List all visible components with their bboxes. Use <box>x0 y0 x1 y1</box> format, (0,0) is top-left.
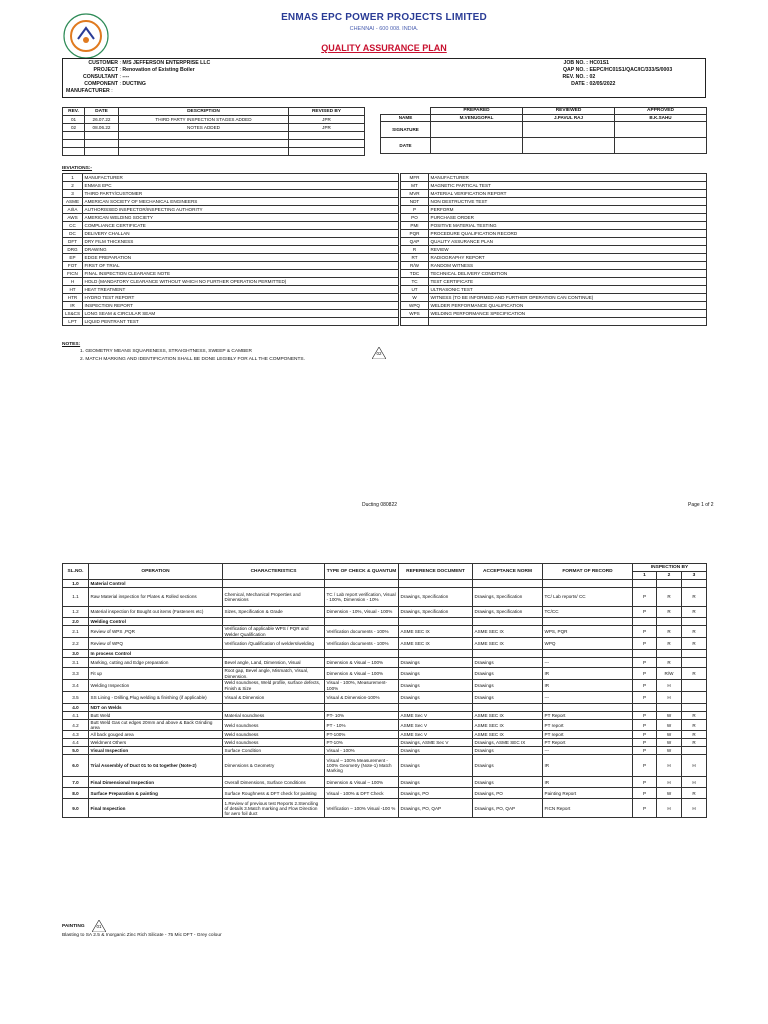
abbreviation-meaning: FIRST OF TRIAL <box>83 262 399 270</box>
abbreviation-meaning: TECHNICAL DELIVERY CONDITION <box>429 270 707 278</box>
abbreviation-meaning: ULTRASONIC TEST <box>429 286 707 294</box>
painting-spec: Blasting to SA 2.5 & Inorganic Zinc Rich Silicate - 75 Mic DFT - Grey colour <box>62 933 222 938</box>
abbreviation-meaning: DRY FILM THICKNESS <box>83 238 399 246</box>
qap-table <box>62 563 707 818</box>
name-row-label: NAME <box>381 115 431 122</box>
abbreviation-meaning: POSITIVE MATERIAL TESTING <box>429 222 707 230</box>
revision-marker-triangle: 02 <box>372 346 386 358</box>
abbreviation-meaning: AMERICAN SOCIETY OF MECHANICAL ENGINEERS <box>83 198 399 206</box>
abbreviation-code: WPS <box>401 310 429 318</box>
abbreviation-meaning: FINAL INSPECTION CLEARANCE NOTE <box>83 270 399 278</box>
abbreviation-code: H <box>63 278 83 286</box>
abbreviation-meaning: QUALITY ASSURANCE PLAN <box>429 238 707 246</box>
consultant-row: CONSULTANT : ---- <box>83 74 130 80</box>
section-row: 1.0 Material Control <box>63 580 707 588</box>
project-row: PROJECT : Renovation of Existing Boiler <box>93 67 195 73</box>
abbreviation-row <box>401 238 707 246</box>
abbreviation-code: R/W <box>401 262 429 270</box>
abbreviation-code: CC <box>63 222 83 230</box>
abbreviation-meaning: PROCEDURE QUALIFICATION RECORD <box>429 230 707 238</box>
abbreviation-row <box>401 174 707 182</box>
painting-revision-marker: 01 <box>92 919 106 931</box>
abbreviation-meaning: LONG SEAM & CIRCULAR SEAM <box>83 310 399 318</box>
abbreviation-meaning: EDGE PREPARATION <box>83 254 399 262</box>
abbreviations-right-table <box>400 173 707 326</box>
abbreviation-row <box>63 270 399 278</box>
job-no-row: JOB NO. : HC01S1 <box>563 60 610 66</box>
abbreviation-code: LPT <box>63 318 83 326</box>
abbreviation-row <box>401 302 707 310</box>
table-row: 8.0 Surface Preparation & painting Surface Roughness & DFT check for painting Visual - 100% & DFT Check Drawings, PO Drawings, PO Painting Report P W R <box>63 788 707 799</box>
abbreviation-code: 3 <box>63 190 83 198</box>
abbreviation-meaning: PERFORM <box>429 206 707 214</box>
characteristics-header: CHARACTERISTICS <box>223 564 325 580</box>
abbreviation-row <box>401 278 707 286</box>
abbreviation-meaning: DELIVERY CHALLAN <box>83 230 399 238</box>
abbreviation-meaning: COMPLIANCE CERTIFICATE <box>83 222 399 230</box>
table-row: 2.2 Review of WPQ Verification /Qualification of welders/welding Verification documents - 100% ASME SEC IX ASME SEC IX WPQ P R R <box>63 638 707 650</box>
abbreviation-row <box>63 222 399 230</box>
abbreviation-meaning: THIRD PARTY/CUSTOMER <box>83 190 399 198</box>
rev-no-row: REV. NO. : 02 <box>562 74 596 80</box>
abbreviation-row <box>401 206 707 214</box>
abbreviation-code: IR <box>63 302 83 310</box>
signature-table <box>380 107 707 154</box>
company-city: CHENNAI - 600 008. INDIA. <box>349 26 419 32</box>
abbreviation-meaning: MATERIAL VERIFICATION REPORT <box>429 190 707 198</box>
abbreviation-row <box>63 310 399 318</box>
abbreviation-row <box>63 278 399 286</box>
abbreviation-code: PO <box>401 214 429 222</box>
reference-document-header: REFERENCE DOCUMENT <box>399 564 473 580</box>
abbreviation-meaning: MANUFACTURER <box>83 174 399 182</box>
abbreviation-code: R <box>401 246 429 254</box>
reviewed-header: REVIEWED <box>523 108 615 115</box>
notes-title: NOTES: <box>62 342 81 347</box>
abbreviations-title: IEVIATIONS:- <box>62 166 93 171</box>
table-row: 1.1 Raw Material inspection for Plates & Rolled sections Chemical, Mechanical Properties and Dimensions TC / Lab report verification, Visual - 100%, Dimension - 10% Drawings, Specification Drawings, Specification TC/ Lab reports/ CC P R R <box>63 588 707 607</box>
table-row: 01 26.07.22 THIRD PARTY INSPECTION STAGES ADDED JPR <box>63 116 365 124</box>
approved-header: APPROVED <box>615 108 707 115</box>
painting-label: PAINTING <box>62 924 85 929</box>
abbreviation-row <box>63 286 399 294</box>
abbreviation-code: DFT <box>63 238 83 246</box>
table-row: 3.5 SS Lining - Drilling,Plug welding & finishing (if applicable) Visual & Dimension Visual & Dimension-100% Drawings Drawings --- P H <box>63 692 707 704</box>
revised-by-col-header: REVISED BY <box>289 108 365 116</box>
abbreviation-meaning: WELDER PERFORMANCE QUALIFICATION <box>429 302 707 310</box>
abbreviation-code: LS&CS <box>63 310 83 318</box>
abbreviation-code: 2 <box>63 182 83 190</box>
abbreviation-code: DC <box>63 230 83 238</box>
abbreviation-meaning: RADIOGRAPHY REPORT <box>429 254 707 262</box>
abbreviation-code: RT <box>401 254 429 262</box>
component-row: COMPONENT : DUCTING <box>84 81 146 87</box>
manufacturer-row: MANUFACTURER : <box>66 88 113 94</box>
abbreviation-code: EP <box>63 254 83 262</box>
abbreviation-row <box>63 302 399 310</box>
abbreviation-code: MT <box>401 182 429 190</box>
abbreviation-row <box>63 174 399 182</box>
abbreviation-meaning: WELDING PERFORMANCE SPECIFICATION <box>429 310 707 318</box>
abbreviation-meaning: HOLD (MANDATORY CLEARANCE WITHOUT WHICH NO FURTHER OPERATION PERMITTED) <box>83 278 399 286</box>
abbreviation-code: UT <box>401 286 429 294</box>
abbreviation-row <box>63 214 399 222</box>
table-row: 3.4 Welding Inspection Weld soundness, Weld profile, surface defects, Finish & Size Visual - 100%, Measurement-100% Drawings Drawings IR P H <box>63 680 707 692</box>
abbreviation-row <box>401 222 707 230</box>
abbreviation-code: MVR <box>401 190 429 198</box>
abbreviation-code: AWS <box>63 214 83 222</box>
abbreviation-row <box>401 294 707 302</box>
abbreviation-meaning: AMERICAN WELDING SOCIETY <box>83 214 399 222</box>
qap-no-row: QAP NO. : EEPC/HC01S1/QAC/IC/333/S/0003 <box>563 67 673 73</box>
note-1: 1. GEOMETRY MEANS SQUARENESS, STRAIGHTNESS, SWEEP & CAMBER <box>80 349 252 354</box>
section-row: 3.0 In process Control <box>63 650 707 658</box>
type-of-check-header: TYPE OF CHECK & QUANTUM <box>325 564 399 580</box>
abbreviation-row <box>401 230 707 238</box>
table-row: 4.1 Butt Weld Material soundness PT- 10% ASME Sec V ASME SEC IX PT Report P W R <box>63 712 707 720</box>
table-row: 7.0 Final Dimensional Inspection Overall Dimensions, Surface Conditions Dimension & Visual – 100% Drawings Drawings IR P H H <box>63 777 707 788</box>
reviewed-name: J.PAVUL RAJ <box>523 115 615 122</box>
operation-header: OPERATION <box>89 564 223 580</box>
table-row: 1.2 Material inspection for Bought out items (Fasteners etc) Sizes, Specification & Grade Dimension - 10%, Visual - 100% Drawings, Specification Drawings, Specification TC/CC P R R <box>63 607 707 618</box>
abbreviation-row <box>63 182 399 190</box>
inspection-col-2: 2 <box>657 572 682 580</box>
abbreviation-row <box>63 246 399 254</box>
prepared-header: PREPARED <box>431 108 523 115</box>
description-col-header: DESCRIPTION <box>119 108 289 116</box>
revision-table <box>62 107 365 156</box>
abbreviation-meaning: HYDRO TEST REPORT <box>83 294 399 302</box>
abbreviation-row <box>401 286 707 294</box>
table-row: 3.1 Marking, cutting and Edge preparation Bevel angle, Land, Dimension, Visual Dimension & Visual – 100% Drawings Drawings --- P R <box>63 658 707 668</box>
abbreviation-row <box>401 318 707 326</box>
approved-name: B.K.SAHU <box>615 115 707 122</box>
abbreviation-row <box>401 270 707 278</box>
section-row: 2.0 Welding Control <box>63 618 707 626</box>
rev-col-header: REV. <box>63 108 85 116</box>
abbreviation-code: AI/IA <box>63 206 83 214</box>
abbreviation-row <box>63 294 399 302</box>
table-row: 02 08.06.22 NOTES ADDED JPR <box>63 124 365 132</box>
abbreviation-code: ASME <box>63 198 83 206</box>
abbreviation-row <box>63 262 399 270</box>
abbreviation-meaning: WITNESS (TO BE INFORMED AND FURTHER OPERATION CAN CONTINUE) <box>429 294 707 302</box>
abbreviation-meaning: PURCHASE ORDER <box>429 214 707 222</box>
table-row: 3.3 Fit up Root gap, Bevel angle, Mismatch, Visual, Dimension. Dimension & Visual – 100% Drawings Drawings IR P R/W R <box>63 668 707 680</box>
abbreviation-meaning: LIQUID PENTRANT TEST <box>83 318 399 326</box>
abbreviation-meaning: MANUFACTURER <box>429 174 707 182</box>
abbreviation-row <box>401 262 707 270</box>
abbreviation-row <box>401 198 707 206</box>
abbreviation-row <box>63 230 399 238</box>
abbreviation-row <box>63 254 399 262</box>
footer-doc-ref: Ducting 080822 <box>362 502 398 508</box>
abbreviation-code: FOT <box>63 262 83 270</box>
abbreviation-row <box>401 246 707 254</box>
abbreviation-code: PQR <box>401 230 429 238</box>
signature-row-label: SIGNATURE <box>381 122 431 138</box>
table-row: 5.0 Visual Inspection Surface Condition Visual - 100% Drawings Drawings --- P W <box>63 747 707 755</box>
abbreviation-code <box>401 318 429 326</box>
abbreviation-code: MFR <box>401 174 429 182</box>
abbreviation-row <box>63 190 399 198</box>
abbreviation-code: TC <box>401 278 429 286</box>
table-row: 2.1 Review of WPS ,PQR Verification of applicable WPS / PQR and Welder Qualification Verification documents - 100% ASME SEC IX ASME SEC IX WPS, PQR P R R <box>63 626 707 638</box>
abbreviation-code: W <box>401 294 429 302</box>
abbreviation-code: PMI <box>401 222 429 230</box>
date-row: DATE : 02/05/2022 <box>571 81 616 87</box>
abbreviations-left-table <box>62 173 399 326</box>
table-row: 4.4 Weldment Others Weld soundness PT-10% Drawings, ASME Sec V Drawings, ASME SEC IX PT Report P W R <box>63 739 707 747</box>
abbreviation-meaning: INSPECTION REPORT <box>83 302 399 310</box>
format-of-record-header: FORMAT OF RECORD <box>543 564 633 580</box>
abbreviation-meaning: DRAWING <box>83 246 399 254</box>
abbreviation-row <box>401 254 707 262</box>
abbreviation-code: HT <box>63 286 83 294</box>
abbreviation-meaning: NON DESTRUCTIVE TEST <box>429 198 707 206</box>
company-name: ENMAS EPC POWER PROJECTS LIMITED <box>281 12 487 23</box>
abbreviation-code: QAP <box>401 238 429 246</box>
abbreviation-code: 1 <box>63 174 83 182</box>
abbreviation-code: FICN <box>63 270 83 278</box>
inspection-col-1: 1 <box>633 572 657 580</box>
prepared-name: M.VENUGOPAL <box>431 115 523 122</box>
abbreviation-row <box>401 310 707 318</box>
section-row: 4.0 NDT on Welds <box>63 704 707 712</box>
table-row: 6.0 Trial Assembly of Duct 01 to 04 together (Note-2) Dimensions & Geometry Visual – 100% Measurement - 100% Geometry (Note-1) Match Marking Drawings Drawings IR P H H <box>63 755 707 777</box>
abbreviation-row <box>63 238 399 246</box>
abbreviation-code: HTR <box>63 294 83 302</box>
abbreviation-row <box>401 182 707 190</box>
date-row-label: DATE <box>381 138 431 154</box>
abbreviation-code: TDC <box>401 270 429 278</box>
abbreviation-meaning: TEST CERTIFICATE <box>429 278 707 286</box>
abbreviation-meaning: AUTHORISSED INSPECTOR/INSPECTING AUTHORITY <box>83 206 399 214</box>
abbreviation-meaning: ENMAS EPC <box>83 182 399 190</box>
customer-row: CUSTOMER : M/S JEFFERSON ENTERPRISE LLC <box>88 60 211 66</box>
abbreviation-row <box>401 190 707 198</box>
abbreviation-code: WPQ <box>401 302 429 310</box>
document-title: QUALITY ASSURANCE PLAN <box>321 43 447 53</box>
abbreviation-row <box>63 206 399 214</box>
abbreviation-meaning: REVIEW <box>429 246 707 254</box>
abbreviation-code: P <box>401 206 429 214</box>
inspection-by-header: INSPECTION BY <box>633 564 707 572</box>
note-2: 2. MATCH MARKING AND IDENTIFICATION SHALL BE DONE LEGIBLY FOR ALL THE COMPONENTS. <box>80 357 305 362</box>
date-col-header: DATE <box>85 108 119 116</box>
abbreviation-meaning: HEAT TREATMENT <box>83 286 399 294</box>
abbreviation-meaning: MAGNETIC PARTICAL TEST <box>429 182 707 190</box>
abbreviation-meaning <box>429 318 707 326</box>
table-row: 4.3 All back gouged area Weld soundness PT-100% ASME Sec V ASME SEC IX PT report P W R <box>63 731 707 739</box>
abbreviation-meaning: RANDOM WITNESS <box>429 262 707 270</box>
footer-page: Page 1 of 2 <box>688 502 714 508</box>
inspection-col-3: 3 <box>682 572 707 580</box>
table-row: 9.0 Final Inspection 1.Review of previous test Reports 2.Stenciling of details 3.Match marking and Flow Direction for aero foil duct Verification – 100% Visual -100 % Drawings, PO, QAP Drawings, PO, QAP FICN Report P H H <box>63 799 707 818</box>
abbreviation-row <box>63 198 399 206</box>
abbreviation-row <box>63 318 399 326</box>
abbreviation-code: NDT <box>401 198 429 206</box>
abbreviation-row <box>401 214 707 222</box>
abbreviation-code: DRG <box>63 246 83 254</box>
slno-header: SL.NO. <box>63 564 89 580</box>
acceptance-norm-header: ACCEPTANCE NORM <box>473 564 543 580</box>
table-row: 4.2 Butt Weld Gas cut edges 20mm and above & Back Grinding area Weld soundness PT - 10% ASME Sec V ASME SEC IX PT report P W R <box>63 720 707 731</box>
